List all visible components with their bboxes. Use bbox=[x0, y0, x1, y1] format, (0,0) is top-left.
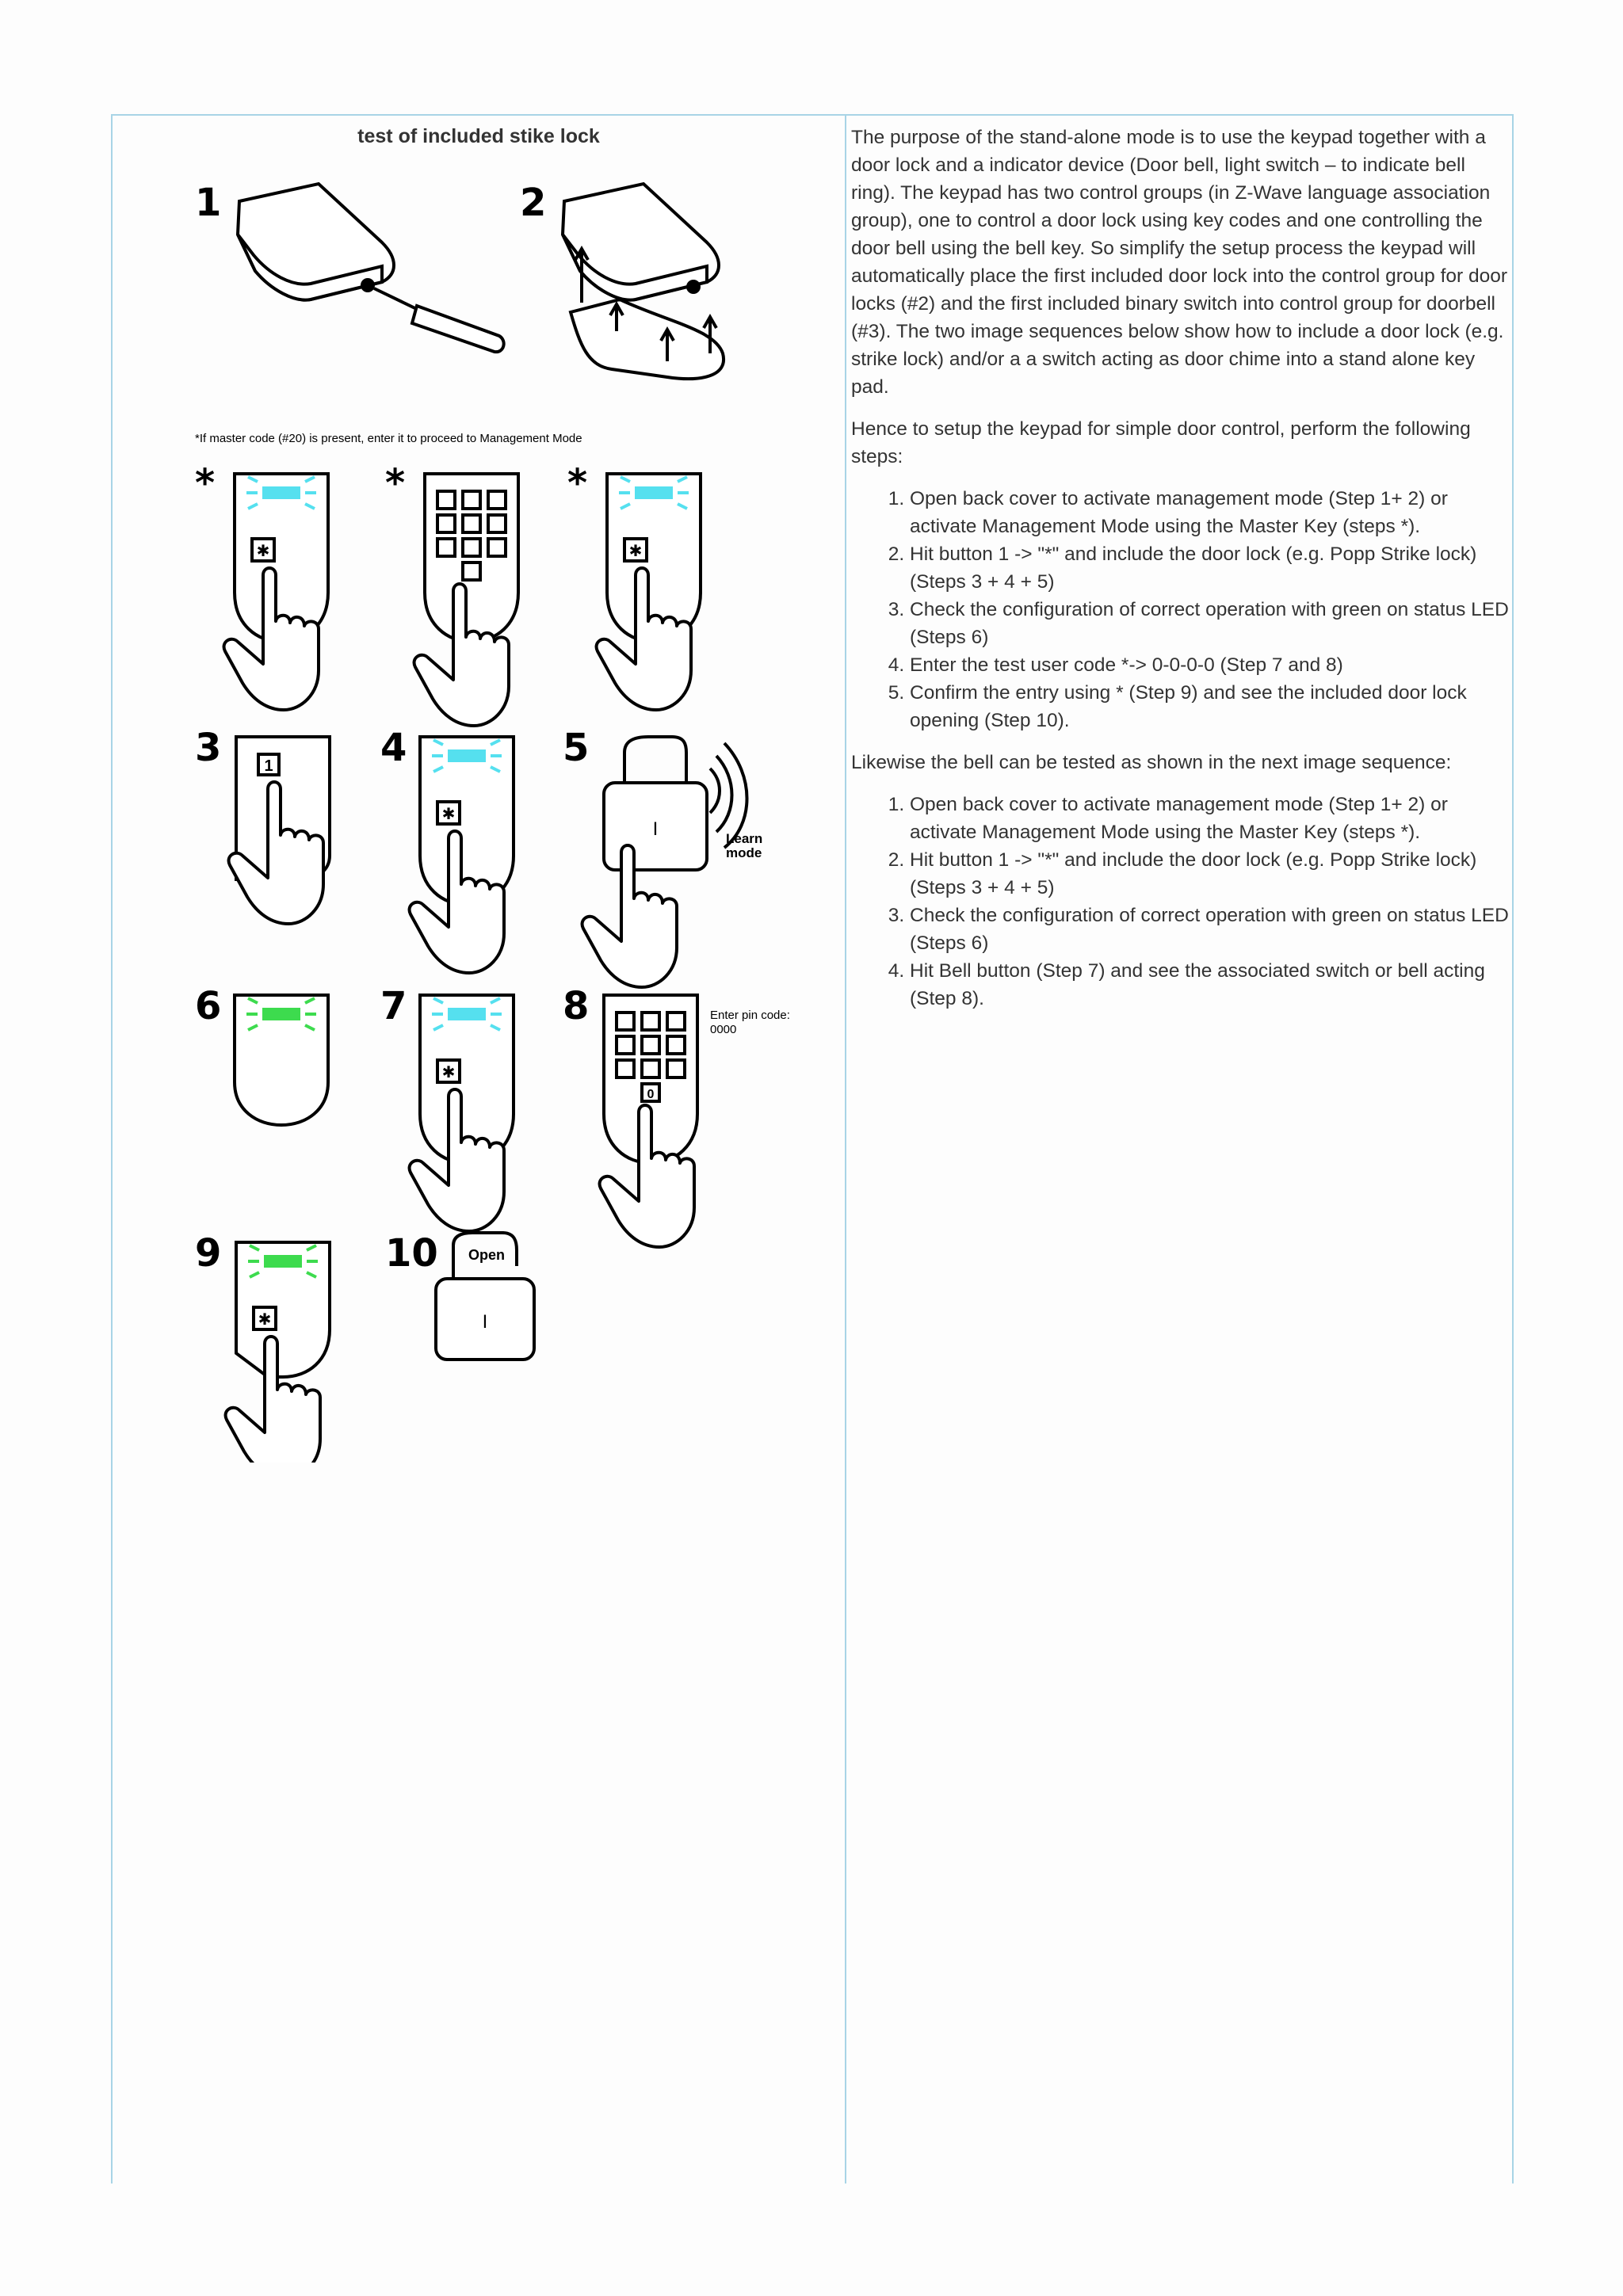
setup-intro: Hence to setup the keypad for simple door control, perform the following steps: bbox=[851, 418, 1471, 467]
strike-lock-open bbox=[436, 1233, 534, 1360]
illustration-column bbox=[113, 116, 845, 2183]
keypad-press-star-code bbox=[410, 995, 514, 1231]
svg-text:I: I bbox=[652, 818, 659, 840]
keypad-star-press-2 bbox=[597, 474, 701, 710]
step-number-7: 7 bbox=[380, 984, 407, 1028]
svg-text:Enter pin code:: Enter pin code: bbox=[710, 1009, 790, 1022]
step-number-4: 4 bbox=[380, 726, 407, 770]
svg-text:✱: ✱ bbox=[628, 543, 643, 560]
keypad-confirm-star bbox=[226, 1242, 330, 1463]
star-step-1: * bbox=[195, 461, 216, 505]
keypad-enter-pin bbox=[600, 995, 790, 1247]
svg-text:✱: ✱ bbox=[441, 1064, 456, 1081]
step-number-1: 1 bbox=[195, 181, 222, 225]
strike-lock-learn-mode bbox=[582, 737, 763, 987]
illustration-caption: test of included stike lock bbox=[357, 125, 600, 147]
svg-text:0000: 0000 bbox=[710, 1023, 737, 1036]
step-number-10: 10 bbox=[385, 1231, 438, 1276]
installation-illustrations bbox=[113, 116, 845, 1463]
keypad-press-star-include bbox=[410, 737, 514, 973]
step-number-5: 5 bbox=[563, 726, 590, 770]
svg-text:Learn: Learn bbox=[726, 831, 763, 846]
svg-text:✱: ✱ bbox=[258, 1311, 272, 1329]
keypad-master-code-entry bbox=[414, 474, 518, 726]
svg-text:I: I bbox=[482, 1311, 488, 1333]
list-item: 2. Hit button 1 -> "*" and include the door lock (e.g. Popp Strike lock) (Steps 3 + 4 + 5) bbox=[910, 846, 1510, 902]
svg-text:0: 0 bbox=[647, 1088, 655, 1101]
keypad-star-press-1 bbox=[224, 474, 328, 710]
keypad-back-cover-illustration bbox=[563, 184, 724, 379]
list-item: 3. Check the configuration of correct operation with green on status LED (Steps 6) bbox=[910, 596, 1510, 651]
step-number-3: 3 bbox=[195, 726, 222, 770]
step-number-9: 9 bbox=[195, 1231, 222, 1276]
intro-paragraph: The purpose of the stand-alone mode is to use the keypad together with a door lock and a indicator device (Door bell, light switch – to indicate bell ring). The keypad has two control groups (in Z-Wave language association group), one to control a door lock using key codes and one controlling the door bell using the bell key. So simplify the setup process the keypad will automatically place the first included door lock into the control group for door locks (#2) and the first included binary switch into control group for doorbell (#3). The two image sequences below show how to include a door lock (e.g. strike lock) and/or a a switch acting as door chime into a stand alone key pad. bbox=[851, 127, 1508, 398]
svg-text:mode: mode bbox=[726, 845, 762, 860]
bell-steps-list bbox=[851, 791, 1510, 1013]
setup-steps-list bbox=[851, 485, 1510, 734]
keypad-press-one bbox=[229, 737, 330, 924]
list-item: 3. Check the configuration of correct operation with green on status LED (Steps 6) bbox=[910, 902, 1510, 957]
keypad-cover-removal-illustration bbox=[238, 184, 504, 352]
keypad-green-led-ok bbox=[235, 995, 328, 1125]
bell-intro: Likewise the bell can be tested as shown in the next image sequence: bbox=[851, 752, 1452, 773]
star-step-3: * bbox=[567, 461, 588, 505]
star-step-2: * bbox=[385, 461, 406, 505]
list-item: 1. Open back cover to activate management mode (Step 1+ 2) or activate Management Mode using the Master Key (steps *). bbox=[910, 791, 1510, 846]
master-code-note: *If master code (#20) is present, enter it to proceed to Management Mode bbox=[195, 432, 582, 445]
instructions-column bbox=[851, 124, 1510, 1027]
list-item: 1. Open back cover to activate management mode (Step 1+ 2) or activate Management Mode using the Master Key (steps *). bbox=[910, 485, 1510, 540]
svg-text:1: 1 bbox=[264, 757, 273, 775]
list-item: 5. Confirm the entry using * (Step 9) and see the included door lock opening (Step 10). bbox=[910, 679, 1510, 734]
list-item: 2. Hit button 1 -> "*" and include the door lock (e.g. Popp Strike lock) (Steps 3 + 4 + 5) bbox=[910, 540, 1510, 596]
list-item: 4. Hit Bell button (Step 7) and see the associated switch or bell acting (Step 8). bbox=[910, 957, 1510, 1013]
svg-text:✱: ✱ bbox=[441, 806, 456, 823]
step-number-2: 2 bbox=[520, 181, 547, 225]
step-number-6: 6 bbox=[195, 984, 222, 1028]
content-table bbox=[111, 114, 1514, 2183]
column-divider bbox=[845, 116, 846, 2183]
svg-text:✱: ✱ bbox=[256, 543, 270, 560]
svg-text:Open: Open bbox=[468, 1247, 506, 1263]
step-number-8: 8 bbox=[563, 984, 590, 1028]
list-item: 4. Enter the test user code *-> 0-0-0-0 (Step 7 and 8) bbox=[910, 651, 1510, 679]
